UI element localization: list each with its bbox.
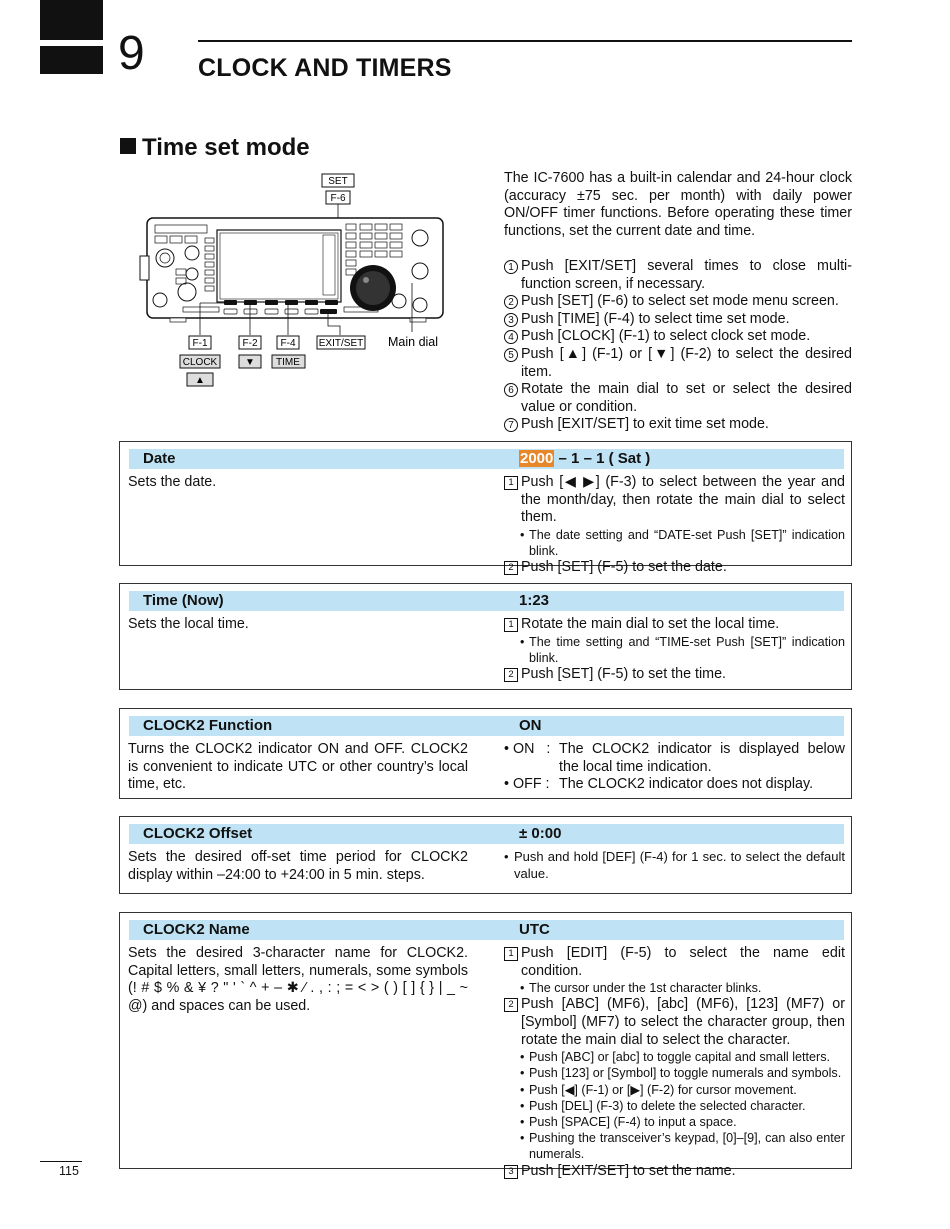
up-arrow-label: ▲ (195, 375, 205, 386)
date-steps: 1 Push [◀ ▶] (F-3) to select between the year and the month/day, then rotate the main dial to select them. • The date setting and “DATE-set Push [SET]” indication blink. 2 Push [SET] (F-5) to set the date. (504, 474, 845, 577)
clock2-function-header (129, 716, 844, 736)
exit-set-label: EXIT/SET (318, 338, 364, 349)
clock2-function-label: CLOCK2 Function (143, 717, 273, 734)
date-desc: Sets the date. (128, 474, 217, 490)
time-value: 1:23 (519, 592, 550, 609)
clock2-function-value: ON (519, 717, 542, 734)
clock2-name-header (129, 920, 844, 940)
date-header (129, 449, 844, 469)
chapter-number: 9 (118, 27, 145, 80)
main-dial-label: Main dial (388, 335, 439, 349)
step-item: 5 Push [▲] (F-1) or [▼] (F-2) to select the desired item. (504, 346, 852, 381)
f6-label: F-6 (330, 193, 346, 204)
step-item: 6 Rotate the main dial to set or select the desired value or condition. (504, 381, 852, 416)
clock-label: CLOCK (182, 357, 218, 368)
f2-label: F-2 (242, 338, 258, 349)
transceiver-diagram (120, 170, 460, 400)
step-item: 7 Push [EXIT/SET] to exit time set mode. (504, 416, 852, 434)
intro-paragraph: The IC-7600 has a built-in calendar and 24-hour clock (accuracy ±75 sec. per month) with daily power ON/OFF timer functions. Before operating these timer functions, set the current date and time. (504, 170, 852, 239)
clock2-name-steps: 1 Push [EDIT] (F-5) to select the name edit condition. • The cursor under the 1st character blinks. 2 Push [ABC] (MF6), [abc] (MF6), [123] (MF7) or [Symbol] (MF7) to select the character group, then rotate the main dial to select the character. • Push [ABC] or [abc] to toggle capital and small letters. • Push [123] or [Symbol] to toggle numerals and symbols. • Push [◀] (F-1) or [▶] (F-2) for cursor movement. • Push [DEL] (F-3) to delete the selected character. • Push [SPACE] (F-4) to input a space. • Pushing the transceiver’s keypad, [0]–[9], can also enter numerals. 3 Push [EXIT/SET] to set the name. (504, 945, 845, 1180)
clock2-name-desc: Sets the desired 3-character name for CLOCK2. Capital letters, small letters, numerals, some symbols (! # $ % & ¥ ? " ' ` ^ + – ✱ ⁄ . , : ; = < > ( ) [ ] { } | _ ~ @) and spaces can be used. (128, 945, 468, 1014)
clock2-name-value: UTC (519, 921, 550, 938)
step-item: 2 Push [SET] (F-6) to select set mode menu screen. (504, 293, 852, 311)
square-bullet-icon (120, 138, 136, 154)
clock2-function-options: • ON : The CLOCK2 indicator is displayed below the local time indication. • OFF : The CLOCK2 indicator does not display. (504, 741, 845, 793)
chapter-title: CLOCK AND TIMERS (198, 54, 452, 82)
step-item: 1 Push [EXIT/SET] several times to close multi-function screen, if necessary. (504, 258, 852, 293)
page-number: 115 (59, 1164, 79, 1178)
step-item: 3 Push [TIME] (F-4) to select time set mode. (504, 311, 852, 329)
f1-label: F-1 (192, 338, 208, 349)
clock2-offset-desc: Sets the desired off-set time period for CLOCK2 display within –24:00 to +24:00 in 5 min. steps. (128, 849, 468, 883)
date-panel (119, 441, 852, 576)
chapter-tab-mark (40, 0, 103, 40)
clock2-offset-label: CLOCK2 Offset (143, 825, 253, 842)
time-header (129, 591, 844, 611)
transceiver-drawing (120, 170, 460, 400)
clock2-name-label: CLOCK2 Name (143, 921, 250, 938)
f4-label: F-4 (280, 338, 296, 349)
chapter-tab-mark (40, 46, 103, 74)
clock2-offset-panel (119, 816, 852, 894)
footer-rule (40, 1161, 82, 1162)
time-steps: 1 Rotate the main dial to set the local time. • The time setting and “TIME-set Push [SET]” indication blink. 2 Push [SET] (F-5) to set the time. (504, 616, 845, 684)
clock2-offset-value: ± 0:00 (519, 825, 562, 842)
time-label: Time (Now) (143, 592, 224, 609)
clock2-name-panel (119, 912, 852, 1179)
down-arrow-label: ▼ (245, 357, 255, 368)
date-value: 2000 – 1 – 1 ( Sat ) (520, 450, 651, 467)
section-title: Time set mode (120, 134, 310, 162)
date-label: Date (143, 450, 176, 467)
clock2-function-desc: Turns the CLOCK2 indicator ON and OFF. CLOCK2 is convenient to indicate UTC or other country’s local time, etc. (128, 741, 468, 793)
clock2-offset-note: • Push and hold [DEF] (F-4) for 1 sec. to select the default value. (504, 849, 845, 882)
clock2-function-panel (119, 708, 852, 799)
chapter-rule (198, 40, 852, 42)
time-desc: Sets the local time. (128, 616, 249, 632)
clock2-offset-header (129, 824, 844, 844)
time-label: TIME (276, 357, 300, 368)
time-panel (119, 583, 852, 690)
step-list (504, 258, 852, 434)
set-label: SET (328, 176, 348, 187)
step-item: 4 Push [CLOCK] (F-1) to select clock set mode. (504, 328, 852, 346)
